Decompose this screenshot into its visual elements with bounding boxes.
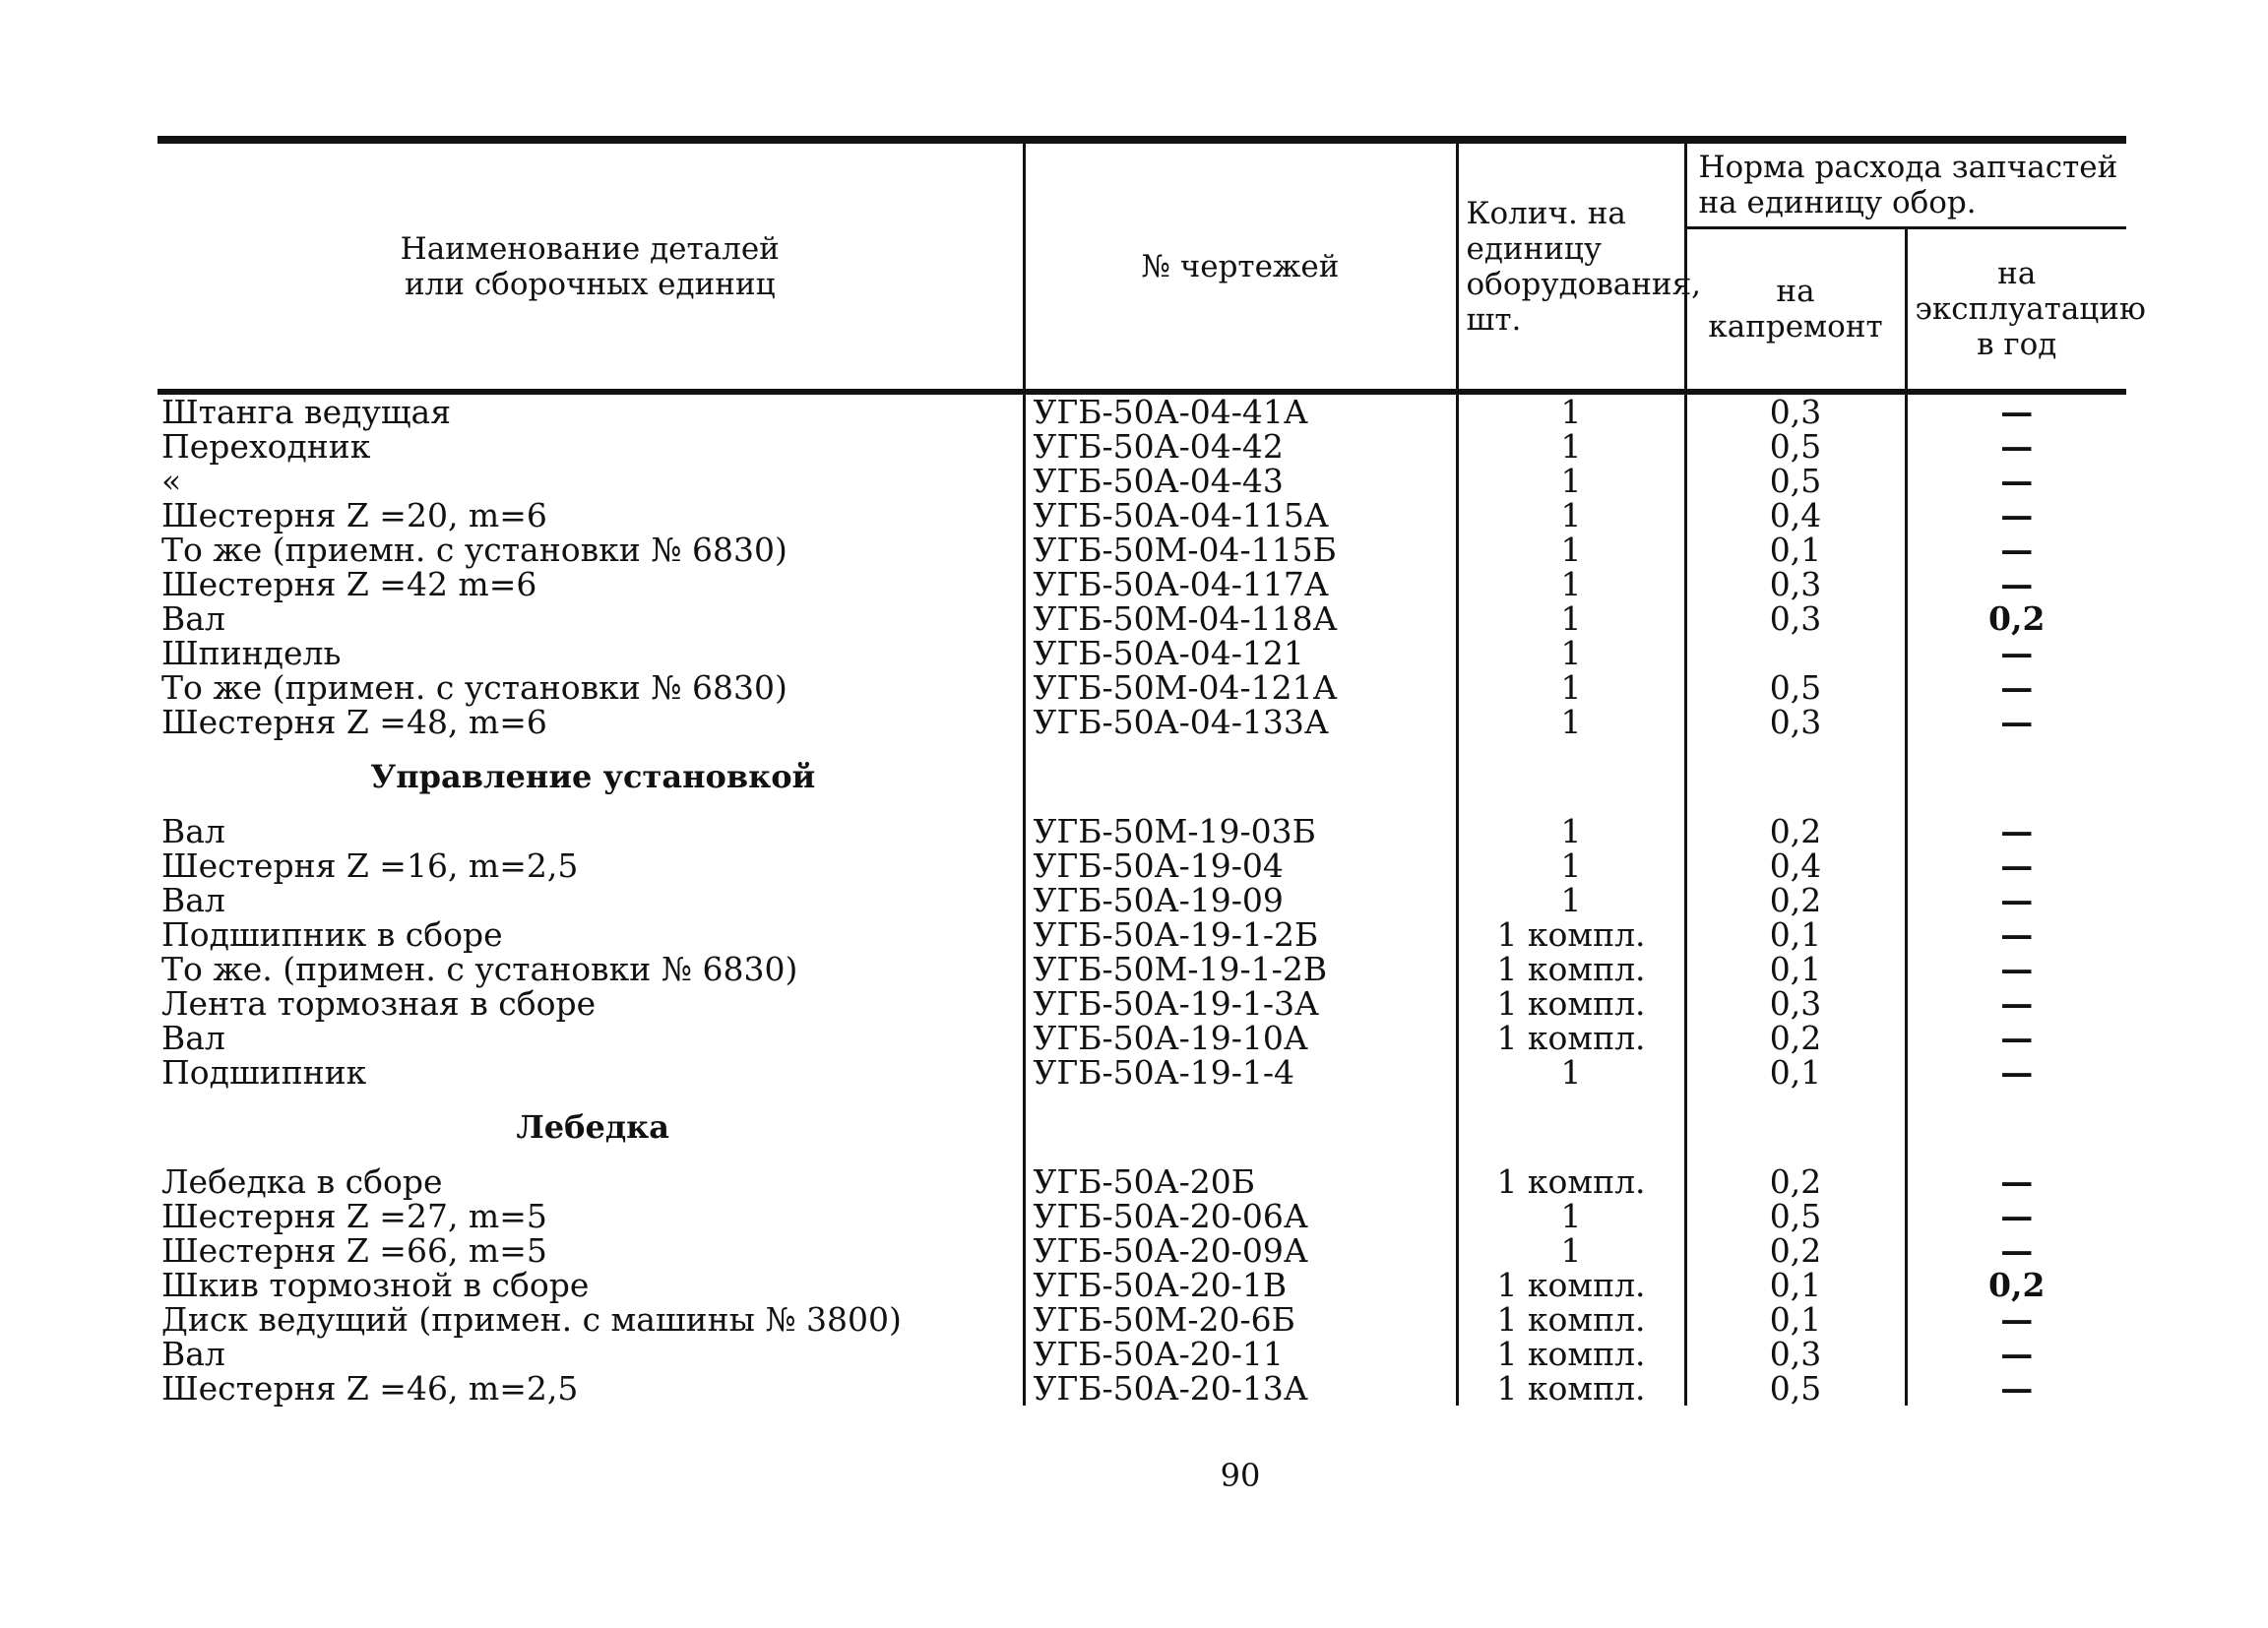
norm-kap-cell: 0,1 (1685, 952, 1906, 986)
section-row (158, 739, 2126, 814)
header-drawing-column: № чертежей (1024, 144, 1457, 389)
norm-kap-cell: 0,2 (1685, 1233, 1906, 1268)
quantity-cell: 1 (1457, 567, 1685, 601)
table-row (158, 1233, 2126, 1268)
drawing-number-cell: УГБ-50М-20-6Б (1024, 1302, 1457, 1337)
section-spacer-cell (1024, 739, 1457, 814)
part-name-cell: Диск ведущий (примен. с машины № 3800) (161, 1300, 902, 1339)
norm-kap-cell: 0,1 (1685, 532, 1906, 567)
section-spacer-cell (1457, 739, 1685, 814)
section-title: Управление установкой (370, 757, 816, 795)
part-name-cell: « (161, 462, 182, 500)
norm-exp-cell: — (1906, 1199, 2126, 1233)
part-name-cell: Вал (161, 599, 225, 638)
section-spacer-cell (1457, 1090, 1685, 1164)
norm-kap-cell: 0,5 (1685, 1371, 1906, 1406)
norm-exp-cell: — (1906, 464, 2126, 498)
table-row (158, 1302, 2126, 1337)
quantity-cell: 1 компл. (1457, 1302, 1685, 1337)
norm-kap-cell: 0,2 (1685, 1164, 1906, 1199)
drawing-number-cell: УГБ-50А-20-13А (1024, 1371, 1457, 1406)
table-row (158, 429, 2126, 464)
header-norm-kap: на капремонт (1685, 228, 1906, 390)
norm-kap-cell: 0,1 (1685, 1302, 1906, 1337)
quantity-cell: 1 компл. (1457, 1021, 1685, 1055)
norm-exp-cell: — (1906, 883, 2126, 917)
drawing-number-cell: УГБ-50А-04-43 (1024, 464, 1457, 498)
quantity-cell: 1 (1457, 532, 1685, 567)
part-name-cell: Вал (161, 1335, 225, 1373)
part-name-cell: Переходник (161, 427, 371, 466)
norm-kap-cell: 0,3 (1685, 986, 1906, 1021)
table-row (158, 1371, 2126, 1406)
quantity-cell: 1 (1457, 1199, 1685, 1233)
norm-exp-cell: — (1906, 392, 2126, 429)
table-row (158, 1164, 2126, 1199)
part-name-cell: Вал (161, 812, 225, 850)
part-name-cell: То же. (примен. с установки № 6830) (161, 950, 798, 988)
table-row (158, 917, 2126, 952)
quantity-cell: 1 (1457, 1233, 1685, 1268)
quantity-cell: 1 (1457, 848, 1685, 883)
drawing-number-cell: УГБ-50А-04-117А (1024, 567, 1457, 601)
table-row (158, 883, 2126, 917)
quantity-cell: 1 (1457, 601, 1685, 636)
drawing-number-cell: УГБ-50А-04-121 (1024, 636, 1457, 670)
spare-parts-table (158, 136, 2146, 1408)
part-name-cell: Подшипник в сборе (161, 915, 503, 954)
part-name-cell: Шестерня Z =27, m=5 (161, 1197, 547, 1235)
drawing-number-cell: УГБ-50А-20-09А (1024, 1233, 1457, 1268)
table-row (158, 464, 2126, 498)
part-name-cell: Шестерня Z =66, m=5 (161, 1231, 547, 1270)
quantity-cell: 1 компл. (1457, 1337, 1685, 1371)
drawing-number-cell: УГБ-50А-19-09 (1024, 883, 1457, 917)
norm-kap-cell: 0,5 (1685, 464, 1906, 498)
norm-exp-cell: — (1906, 986, 2126, 1021)
table-row (158, 705, 2126, 739)
table-row (158, 952, 2126, 986)
norm-exp-cell: — (1906, 1337, 2126, 1371)
drawing-number-cell: УГБ-50А-19-10А (1024, 1021, 1457, 1055)
quantity-cell: 1 (1457, 636, 1685, 670)
norm-exp-cell: — (1906, 1302, 2126, 1337)
quantity-cell: 1 компл. (1457, 986, 1685, 1021)
section-row (158, 1090, 2126, 1164)
norm-kap-cell: 0,2 (1685, 814, 1906, 848)
norm-kap-cell: 0,3 (1685, 1337, 1906, 1371)
norm-exp-cell: — (1906, 429, 2126, 464)
table-row (158, 1337, 2126, 1371)
norm-exp-cell: — (1906, 1371, 2126, 1406)
drawing-number-cell: УГБ-50М-04-115Б (1024, 532, 1457, 567)
drawing-number-cell: УГБ-50А-19-1-3А (1024, 986, 1457, 1021)
norm-kap-cell: 0,2 (1685, 1021, 1906, 1055)
table-row (158, 601, 2126, 636)
section-spacer-cell (1906, 739, 2126, 814)
table-row (158, 567, 2126, 601)
part-name-cell: Лебедка в сборе (161, 1162, 443, 1201)
drawing-number-cell: УГБ-50А-04-41А (1024, 392, 1457, 429)
part-name-cell: Шестерня Z =16, m=2,5 (161, 846, 579, 885)
drawing-number-cell: УГБ-50М-04-118А (1024, 601, 1457, 636)
norm-exp-cell: — (1906, 1233, 2126, 1268)
table-row (158, 1199, 2126, 1233)
section-spacer-cell (1685, 1090, 1906, 1164)
quantity-cell: 1 (1457, 883, 1685, 917)
part-name-cell: Лента тормозная в сборе (161, 984, 597, 1023)
table-row (158, 1055, 2126, 1090)
drawing-number-cell: УГБ-50М-19-03Б (1024, 814, 1457, 848)
header-norm-exp: на эксплуатацию в год (1906, 228, 2126, 390)
quantity-cell: 1 (1457, 392, 1685, 429)
header-qty-column: Колич. на единицу оборудования, шт. (1457, 144, 1685, 389)
norm-exp-cell: — (1906, 670, 2126, 705)
part-name-cell: То же (приемн. с установки № 6830) (161, 531, 788, 569)
part-name-cell: Шестерня Z =42 m=6 (161, 565, 537, 603)
norm-exp-cell: — (1906, 1164, 2126, 1199)
quantity-cell: 1 компл. (1457, 1164, 1685, 1199)
drawing-number-cell: УГБ-50А-20Б (1024, 1164, 1457, 1199)
part-name-cell: Подшипник (161, 1053, 367, 1092)
norm-exp-cell: 0,2 (1906, 1268, 2126, 1302)
table-row (158, 392, 2126, 429)
norm-kap-cell (1685, 636, 1906, 670)
part-name-cell: Шестерня Z =46, m=2,5 (161, 1369, 579, 1408)
part-name-cell: Вал (161, 881, 225, 919)
page-number: 90 (1220, 1457, 1261, 1494)
quantity-cell: 1 (1457, 498, 1685, 532)
norm-exp-cell: 0,2 (1906, 601, 2126, 636)
quantity-cell: 1 (1457, 429, 1685, 464)
header-norm-group: Норма расхода запчастей на единицу обор. (1685, 144, 2126, 228)
drawing-number-cell: УГБ-50А-20-06А (1024, 1199, 1457, 1233)
norm-exp-cell: — (1906, 848, 2126, 883)
norm-kap-cell: 0,5 (1685, 429, 1906, 464)
drawing-number-cell: УГБ-50А-20-11 (1024, 1337, 1457, 1371)
part-name-cell: Шпиндель (161, 634, 342, 672)
norm-kap-cell: 0,3 (1685, 601, 1906, 636)
part-name-cell: Вал (161, 1019, 225, 1057)
table-row (158, 670, 2126, 705)
table-header (158, 140, 2146, 392)
norm-exp-cell: — (1906, 1055, 2126, 1090)
norm-kap-cell: 0,5 (1685, 670, 1906, 705)
section-title: Лебедка (516, 1107, 670, 1146)
drawing-number-cell: УГБ-50А-19-04 (1024, 848, 1457, 883)
norm-exp-cell: — (1906, 636, 2126, 670)
quantity-cell: 1 (1457, 1055, 1685, 1090)
drawing-number-cell: УГБ-50М-04-121А (1024, 670, 1457, 705)
quantity-cell: 1 компл. (1457, 952, 1685, 986)
drawing-number-cell: УГБ-50А-04-133А (1024, 705, 1457, 739)
norm-kap-cell: 0,1 (1685, 917, 1906, 952)
norm-exp-cell: — (1906, 917, 2126, 952)
section-spacer-cell (1685, 739, 1906, 814)
norm-exp-cell: — (1906, 532, 2126, 567)
section-spacer-cell (1024, 1090, 1457, 1164)
norm-exp-cell: — (1906, 567, 2126, 601)
norm-kap-cell: 0,3 (1685, 392, 1906, 429)
norm-kap-cell: 0,4 (1685, 848, 1906, 883)
norm-kap-cell: 0,1 (1685, 1055, 1906, 1090)
norm-kap-cell: 0,3 (1685, 705, 1906, 739)
table-row (158, 498, 2126, 532)
drawing-number-cell: УГБ-50А-20-1В (1024, 1268, 1457, 1302)
table-row (158, 814, 2126, 848)
table-body (158, 392, 2126, 1406)
header-name-column: Наименование деталей или сборочных единиц (400, 230, 780, 302)
norm-kap-cell: 0,1 (1685, 1268, 1906, 1302)
part-name-cell: Шестерня Z =20, m=6 (161, 496, 547, 534)
norm-exp-cell: — (1906, 705, 2126, 739)
drawing-number-cell: УГБ-50А-04-115А (1024, 498, 1457, 532)
norm-kap-cell: 0,4 (1685, 498, 1906, 532)
drawing-number-cell: УГБ-50А-19-1-4 (1024, 1055, 1457, 1090)
norm-kap-cell: 0,3 (1685, 567, 1906, 601)
section-spacer-cell (1906, 1090, 2126, 1164)
norm-kap-cell: 0,5 (1685, 1199, 1906, 1233)
norm-exp-cell: — (1906, 814, 2126, 848)
quantity-cell: 1 (1457, 705, 1685, 739)
part-name-cell: Штанга ведущая (161, 393, 452, 431)
drawing-number-cell: УГБ-50М-19-1-2В (1024, 952, 1457, 986)
part-name-cell: Шестерня Z =48, m=6 (161, 703, 547, 741)
table-row (158, 532, 2126, 567)
norm-kap-cell: 0,2 (1685, 883, 1906, 917)
part-name-cell: Шкив тормозной в сборе (161, 1266, 590, 1304)
table-row (158, 1021, 2126, 1055)
quantity-cell: 1 (1457, 814, 1685, 848)
quantity-cell: 1 компл. (1457, 917, 1685, 952)
quantity-cell: 1 компл. (1457, 1371, 1685, 1406)
drawing-number-cell: УГБ-50А-19-1-2Б (1024, 917, 1457, 952)
table-row (158, 848, 2126, 883)
table-row (158, 986, 2126, 1021)
drawing-number-cell: УГБ-50А-04-42 (1024, 429, 1457, 464)
quantity-cell: 1 (1457, 464, 1685, 498)
part-name-cell: То же (примен. с установки № 6830) (161, 668, 788, 707)
table-row (158, 1268, 2126, 1302)
quantity-cell: 1 компл. (1457, 1268, 1685, 1302)
table-row (158, 636, 2126, 670)
norm-exp-cell: — (1906, 498, 2126, 532)
quantity-cell: 1 (1457, 670, 1685, 705)
norm-exp-cell: — (1906, 1021, 2126, 1055)
norm-exp-cell: — (1906, 952, 2126, 986)
